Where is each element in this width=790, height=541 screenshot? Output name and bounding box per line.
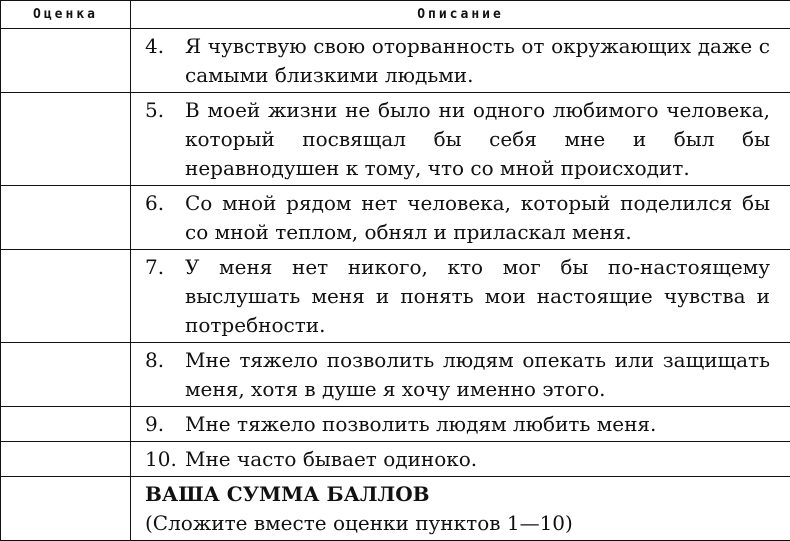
table-row xyxy=(1,186,790,250)
total-note: (Сложите вместе оценки пунктов 1—10) xyxy=(145,509,770,538)
score-cell[interactable] xyxy=(1,29,131,93)
table-row xyxy=(1,29,790,93)
total-description-cell xyxy=(131,477,790,541)
description-column-header: Описание xyxy=(131,1,790,29)
item-text: Мне тяжело позволить людям любить меня. xyxy=(185,412,656,436)
description-cell xyxy=(131,343,790,407)
list-item xyxy=(145,346,770,404)
score-cell[interactable] xyxy=(1,442,131,477)
score-cell[interactable] xyxy=(1,407,131,442)
description-cell xyxy=(131,186,790,250)
item-number: 7. xyxy=(145,253,164,282)
list-item xyxy=(145,410,770,439)
total-score-cell[interactable] xyxy=(1,477,131,541)
item-number: 4. xyxy=(145,32,164,61)
item-number: 6. xyxy=(145,189,164,218)
item-text: В моей жизни не было ни одного любимого человека, который посвящал бы себя мне и был бы неравнодушен к тому, что со мной происходит. xyxy=(185,98,770,180)
table-row xyxy=(1,343,790,407)
description-cell xyxy=(131,407,790,442)
description-cell xyxy=(131,93,790,186)
list-item xyxy=(145,32,770,90)
item-text: Мне тяжело позволить людям опекать или защищать меня, хотя в душе я хочу именно этого. xyxy=(185,348,770,401)
description-cell xyxy=(131,250,790,343)
score-cell[interactable] xyxy=(1,343,131,407)
item-text: Я чувствую свою оторванность от окружающих даже с самыми близкими людьми. xyxy=(185,34,770,87)
item-text: У меня нет никого, кто мог бы по-настоящему выслушать меня и понять мои настоящие чувства и потребности. xyxy=(185,255,770,337)
table-row xyxy=(1,93,790,186)
total-title: ВАША СУММА БАЛЛОВ xyxy=(145,480,770,509)
item-number: 9. xyxy=(145,410,164,439)
score-column-header: Оценка xyxy=(1,1,131,29)
item-number: 10. xyxy=(145,445,177,474)
list-item xyxy=(145,96,770,183)
item-text: Мне часто бывает одиноко. xyxy=(185,447,477,471)
header-row xyxy=(1,1,790,29)
item-number: 5. xyxy=(145,96,164,125)
table-row xyxy=(1,407,790,442)
table-row xyxy=(1,442,790,477)
item-number: 8. xyxy=(145,346,164,375)
total-row xyxy=(1,477,790,541)
list-item xyxy=(145,253,770,340)
list-item xyxy=(145,445,770,474)
table-row xyxy=(1,250,790,343)
description-cell xyxy=(131,442,790,477)
score-cell[interactable] xyxy=(1,93,131,186)
description-cell xyxy=(131,29,790,93)
item-text: Со мной рядом нет человека, который поделился бы со мной теплом, обнял и приласкал меня. xyxy=(185,191,770,244)
score-cell[interactable] xyxy=(1,186,131,250)
score-cell[interactable] xyxy=(1,250,131,343)
list-item xyxy=(145,189,770,247)
